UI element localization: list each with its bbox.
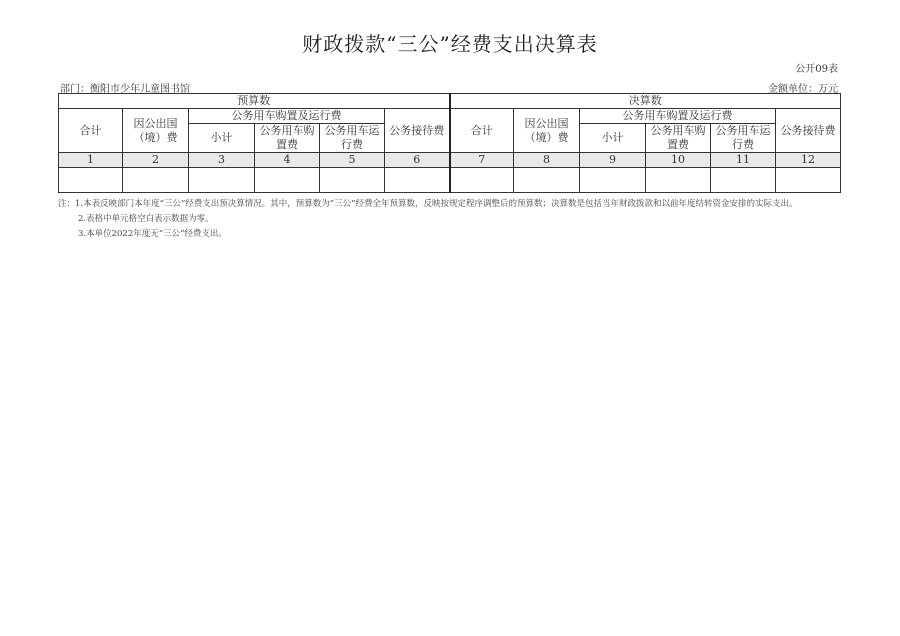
budget-vehicle-purchase-header: 公务用车购置费 xyxy=(255,124,320,153)
data-cell xyxy=(450,168,514,193)
final-total-header: 合计 xyxy=(450,109,514,153)
data-cell xyxy=(123,168,189,193)
column-number: 1 xyxy=(59,153,123,168)
final-reception-header: 公务接待费 xyxy=(776,109,841,153)
department-label: 部门：衡阳市少年儿童图书馆 xyxy=(60,84,190,95)
column-number: 8 xyxy=(514,153,580,168)
column-number: 10 xyxy=(646,153,711,168)
column-number: 4 xyxy=(255,153,320,168)
budget-vehicle-group-header: 公务用车购置及运行费 xyxy=(189,109,385,124)
column-number: 7 xyxy=(450,153,514,168)
final-abroad-header: 因公出国（境）费 xyxy=(514,109,580,153)
expenditure-table xyxy=(58,93,841,193)
form-code: 公开09表 xyxy=(795,64,838,75)
column-number: 12 xyxy=(776,153,841,168)
budget-abroad-header: 因公出国（境）费 xyxy=(123,109,189,153)
final-vehicle-purchase-header: 公务用车购置费 xyxy=(646,124,711,153)
data-cell xyxy=(711,168,776,193)
column-number: 3 xyxy=(189,153,255,168)
column-number: 2 xyxy=(123,153,189,168)
data-cell xyxy=(580,168,646,193)
data-cell xyxy=(255,168,320,193)
budget-reception-header: 公务接待费 xyxy=(385,109,450,153)
data-cell xyxy=(646,168,711,193)
final-group-header: 决算数 xyxy=(450,94,841,109)
column-number: 5 xyxy=(320,153,385,168)
data-cell xyxy=(59,168,123,193)
data-cell xyxy=(189,168,255,193)
final-vehicle-group-header: 公务用车购置及运行费 xyxy=(580,109,776,124)
column-number: 6 xyxy=(385,153,450,168)
note-3: 3.本单位2022年度无“三公”经费支出。 xyxy=(78,229,227,239)
data-cell xyxy=(776,168,841,193)
note-2: 2.表格中单元格空白表示数据为零。 xyxy=(78,214,214,224)
budget-group-header: 预算数 xyxy=(59,94,450,109)
final-subtotal-header: 小计 xyxy=(580,124,646,153)
data-cell xyxy=(320,168,385,193)
note-1: 注：1.本表反映部门本年度“三公”经费支出预决算情况。其中，预算数为“三公”经费全年预算数，反映按规定程序调整后的预算数；决算数是包括当年财政拨款和以前年度结转资金安排的实际支出。 xyxy=(58,199,798,209)
report-title: 财政拨款“三公”经费支出决算表 xyxy=(302,32,598,56)
final-vehicle-operation-header: 公务用车运行费 xyxy=(711,124,776,153)
data-cell xyxy=(385,168,450,193)
unit-label: 金额单位：万元 xyxy=(768,84,838,95)
budget-total-header: 合计 xyxy=(59,109,123,153)
budget-vehicle-operation-header: 公务用车运行费 xyxy=(320,124,385,153)
column-number: 9 xyxy=(580,153,646,168)
column-number: 11 xyxy=(711,153,776,168)
budget-subtotal-header: 小计 xyxy=(189,124,255,153)
data-cell xyxy=(514,168,580,193)
notes xyxy=(58,198,842,241)
